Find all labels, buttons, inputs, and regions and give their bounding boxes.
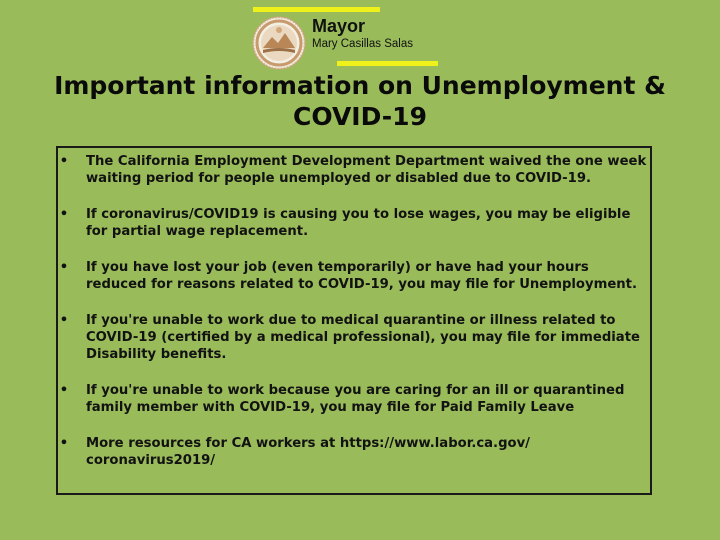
resources-link-text-cont[interactable]: coronavirus2019/: [86, 453, 216, 468]
bullet-dot: •: [59, 313, 69, 328]
list-item: [59, 312, 649, 363]
list-item: [59, 435, 649, 469]
list-item-text: If coronavirus/COVID19 is causing you to lose wages, you may be eligible for partial wage replacement.: [86, 207, 631, 239]
mayor-name: Mary Casillas Salas: [312, 38, 413, 50]
page-title-line2: COVID-19: [293, 102, 427, 131]
list-item: [59, 259, 649, 293]
bullet-dot: •: [59, 154, 69, 169]
bullet-dot: •: [59, 207, 69, 222]
list-item: [59, 206, 649, 240]
list-item: [59, 153, 649, 187]
list-item-text: If you're unable to work due to medical quarantine or illness related to COVID-19 (certified by a medical professional), you may file for immediate Disability benefits.: [86, 313, 640, 362]
city-seal-logo: [252, 16, 306, 70]
resources-link-text[interactable]: More resources for CA workers at https://www.labor.ca.gov/: [86, 436, 530, 451]
bullet-dot: •: [59, 260, 69, 275]
page-title-line1: Important information on Unemployment &: [54, 71, 666, 100]
list-item-text: If you're unable to work because you are caring for an ill or quarantined family member with COVID-19, you may file for Paid Family Leave: [86, 383, 625, 415]
list-item: [59, 382, 649, 416]
info-list: [59, 153, 649, 488]
accent-bar-top: [253, 7, 380, 12]
list-item-text: The California Employment Development Department waived the one week waiting period for people unemployed or disabled due to COVID-19.: [86, 154, 647, 186]
bullet-dot: •: [59, 383, 69, 398]
list-item-text: If you have lost your job (even temporarily) or have had your hours reduced for reasons related to COVID-19, you may file for Unemployment.: [86, 260, 637, 292]
accent-bar-bottom: [337, 61, 438, 66]
bullet-dot: •: [59, 436, 69, 451]
page-title: [20, 70, 700, 132]
mayor-title: Mayor: [312, 16, 366, 36]
